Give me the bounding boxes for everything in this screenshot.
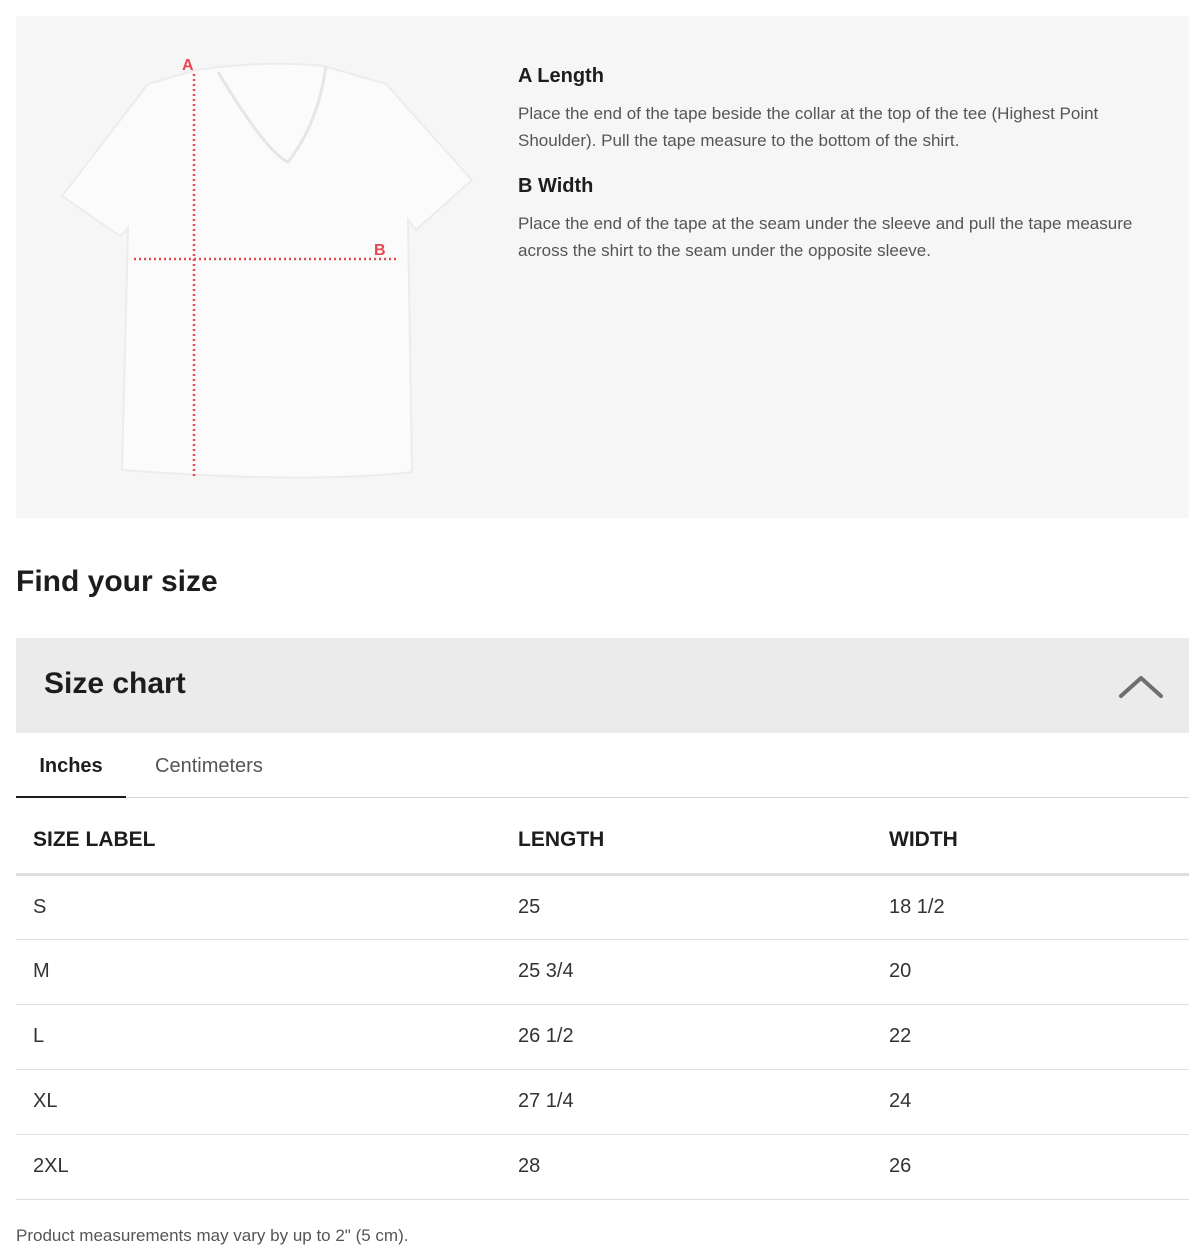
width-title: B Width: [518, 175, 594, 197]
marker-b: B: [374, 242, 386, 259]
size-cell: M: [16, 939, 518, 1004]
tab-centimeters[interactable]: Centimeters: [155, 755, 263, 777]
table-row: [16, 1134, 1189, 1199]
size-cell: XL: [16, 1069, 518, 1134]
unit-tabs: [16, 736, 1189, 798]
size-chart-title: Size chart: [44, 667, 186, 700]
table-header-row: [16, 808, 1189, 874]
length-cell: 25: [518, 874, 889, 939]
width-cell: 18 1/2: [889, 874, 1189, 939]
size-cell: S: [16, 874, 518, 939]
tshirt-illustration: [62, 64, 472, 478]
tab-inches[interactable]: Inches: [16, 736, 126, 798]
width-instruction: [518, 172, 1148, 264]
chevron-up-icon[interactable]: [1117, 666, 1165, 706]
length-cell: 26 1/2: [518, 1004, 889, 1069]
width-cell: 20: [889, 939, 1189, 1004]
table-row: [16, 1004, 1189, 1069]
size-cell: L: [16, 1004, 518, 1069]
width-cell: 22: [889, 1004, 1189, 1069]
length-description: Place the end of the tape beside the collar at the top of the tee (Highest Point Shoulder). Pull the tape measure to the bottom of the shirt.: [518, 104, 1099, 150]
find-your-size-heading: Find your size: [16, 565, 218, 598]
width-description: Place the end of the tape at the seam under the sleeve and pull the tape measure across the shirt to the seam under the opposite sleeve.: [518, 214, 1133, 260]
size-table: [16, 808, 1189, 1200]
length-cell: 27 1/4: [518, 1069, 889, 1134]
table-row: [16, 874, 1189, 939]
size-chart-accordion-header[interactable]: [16, 638, 1189, 733]
table-row: [16, 939, 1189, 1004]
width-cell: 24: [889, 1069, 1189, 1134]
table-row: [16, 1069, 1189, 1134]
column-header-width: WIDTH: [889, 808, 1189, 874]
length-cell: 25 3/4: [518, 939, 889, 1004]
marker-a: A: [182, 57, 194, 74]
length-title: A Length: [518, 65, 604, 87]
column-header-length: LENGTH: [518, 808, 889, 874]
width-cell: 26: [889, 1134, 1189, 1199]
tshirt-diagram: [56, 52, 476, 492]
size-cell: 2XL: [16, 1134, 518, 1199]
length-cell: 28: [518, 1134, 889, 1199]
measurement-instructions: [518, 62, 1148, 282]
column-header-size-label: SIZE LABEL: [16, 808, 518, 874]
length-instruction: [518, 62, 1148, 154]
measurement-disclaimer: Product measurements may vary by up to 2" (5 cm).: [16, 1226, 409, 1245]
measurement-guide-panel: [16, 16, 1189, 518]
